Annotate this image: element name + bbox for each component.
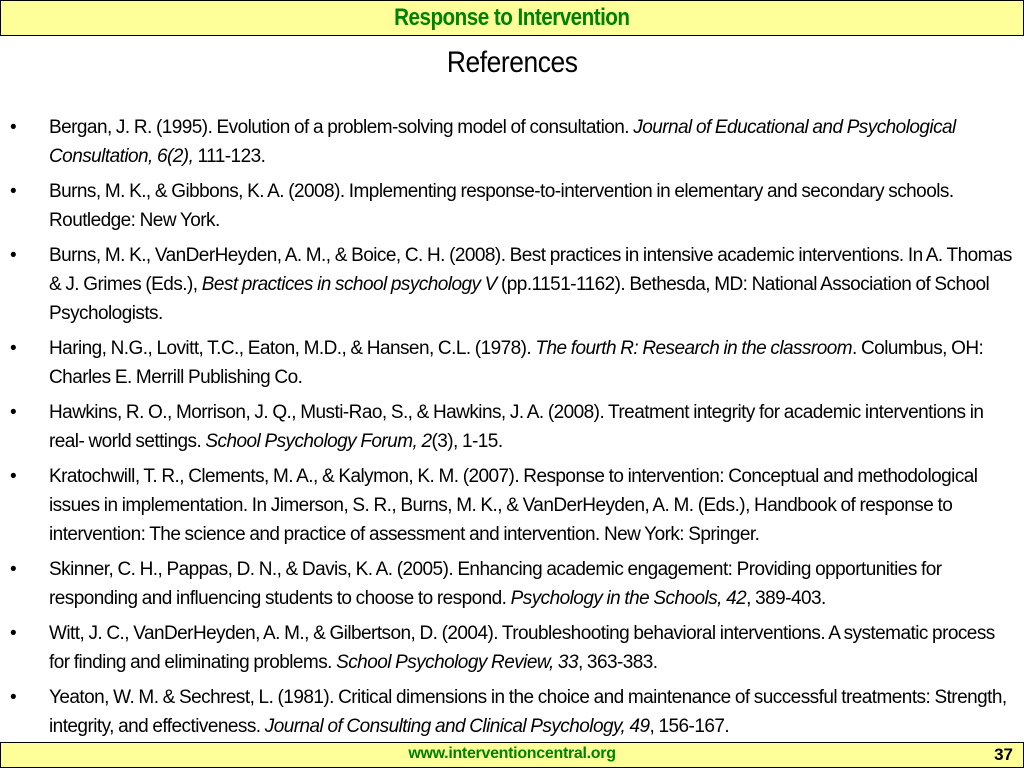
reference-source-title: School Psychology Review, 33 <box>336 652 578 673</box>
bullet-icon: • <box>10 181 17 202</box>
reference-item <box>0 113 1024 171</box>
reference-text: Skinner, C. H., Pappas, D. N., & Davis, K. A. (2005). Enhancing academic engagement: Providing opportunities for responding and influencing students to choose to respond. <box>49 559 942 609</box>
reference-item <box>0 334 1024 392</box>
reference-text: Bergan, J. R. (1995). Evolution of a problem-solving model of consultation. <box>49 117 634 138</box>
page-title-text: References <box>446 46 578 79</box>
reference-source-title: Journal of Consulting and Clinical Psychology, 49 <box>264 716 650 737</box>
reference-text: . Columbus, OH: Charles E. Merrill Publishing Co. <box>49 338 984 388</box>
reference-text: , 156-167. <box>649 716 730 737</box>
bullet-icon: • <box>10 623 17 644</box>
bullet-icon: • <box>10 338 17 359</box>
page-title <box>0 46 1024 80</box>
reference-text: Hawkins, R. O., Morrison, J. Q., Musti-Rao, S., & Hawkins, J. A. (2008). Treatment integrity for academic interventions in real- world settings. <box>49 402 984 452</box>
bullet-icon: • <box>10 466 17 487</box>
reference-source-title: The fourth R: Research in the classroom <box>535 338 853 359</box>
bullet-icon: • <box>10 402 17 423</box>
reference-text: , 363-383. <box>577 652 658 673</box>
page-number: 37 <box>994 745 1013 764</box>
bullet-icon: • <box>10 245 17 266</box>
header-bar <box>0 0 1024 36</box>
reference-source-title: Best practices in school psychology V <box>201 274 497 295</box>
footer-bar <box>0 742 1024 768</box>
reference-list <box>0 113 1024 747</box>
footer-url-link[interactable]: www.interventioncentral.org <box>408 745 616 762</box>
reference-text: (3), 1-15. <box>431 431 503 452</box>
reference-source-title: School Psychology Forum, 2 <box>205 431 432 452</box>
reference-item <box>0 241 1024 328</box>
reference-text: Haring, N.G., Lovitt, T.C., Eaton, M.D., & Hansen, C.L. (1978). <box>49 338 536 359</box>
reference-text: (pp.1151-1162). Bethesda, MD: National Association of School Psychologists. <box>49 274 990 324</box>
reference-item <box>0 683 1024 741</box>
reference-item <box>0 398 1024 456</box>
reference-text: , 389-403. <box>746 588 826 609</box>
reference-text: Burns, M. K., & Gibbons, K. A. (2008). Implementing response-to-intervention in elementary and secondary schools. Routledge: New York. <box>49 181 954 231</box>
reference-item <box>0 619 1024 677</box>
header-title: Response to Intervention <box>394 4 630 31</box>
bullet-icon: • <box>10 559 17 580</box>
reference-item <box>0 177 1024 235</box>
reference-source-title: Journal of Educational and Psychological Consultation, 6(2), <box>49 117 956 167</box>
reference-text: Kratochwill, T. R., Clements, M. A., & Kalymon, K. M. (2007). Response to intervention: Conceptual and methodological issues in implementation. In Jimerson, S. R., Burns, M. K., & VanDerHeyden, A. M. (Eds.), Handbook of response to intervention: The science and practice of assessment and intervention. New York: Springer. <box>49 466 978 545</box>
bullet-icon: • <box>10 117 17 138</box>
reference-item <box>0 555 1024 613</box>
reference-text: Yeaton, W. M. & Sechrest, L. (1981). Critical dimensions in the choice and maintenance of successful treatments: Strength, integrity, and effectiveness. <box>49 687 1007 737</box>
reference-text: Witt, J. C., VanDerHeyden, A. M., & Gilbertson, D. (2004). Troubleshooting behavioral interventions. A systematic process for finding and eliminating problems. <box>49 623 995 673</box>
reference-text: 111-123. <box>193 146 266 167</box>
bullet-icon: • <box>10 687 17 708</box>
reference-source-title: Psychology in the Schools, 42 <box>510 588 747 609</box>
reference-text: Burns, M. K., VanDerHeyden, A. M., & Boice, C. H. (2008). Best practices in intensive academic interventions. In A. Thomas & J. Grimes (Eds.), <box>49 245 1012 295</box>
reference-item <box>0 462 1024 549</box>
